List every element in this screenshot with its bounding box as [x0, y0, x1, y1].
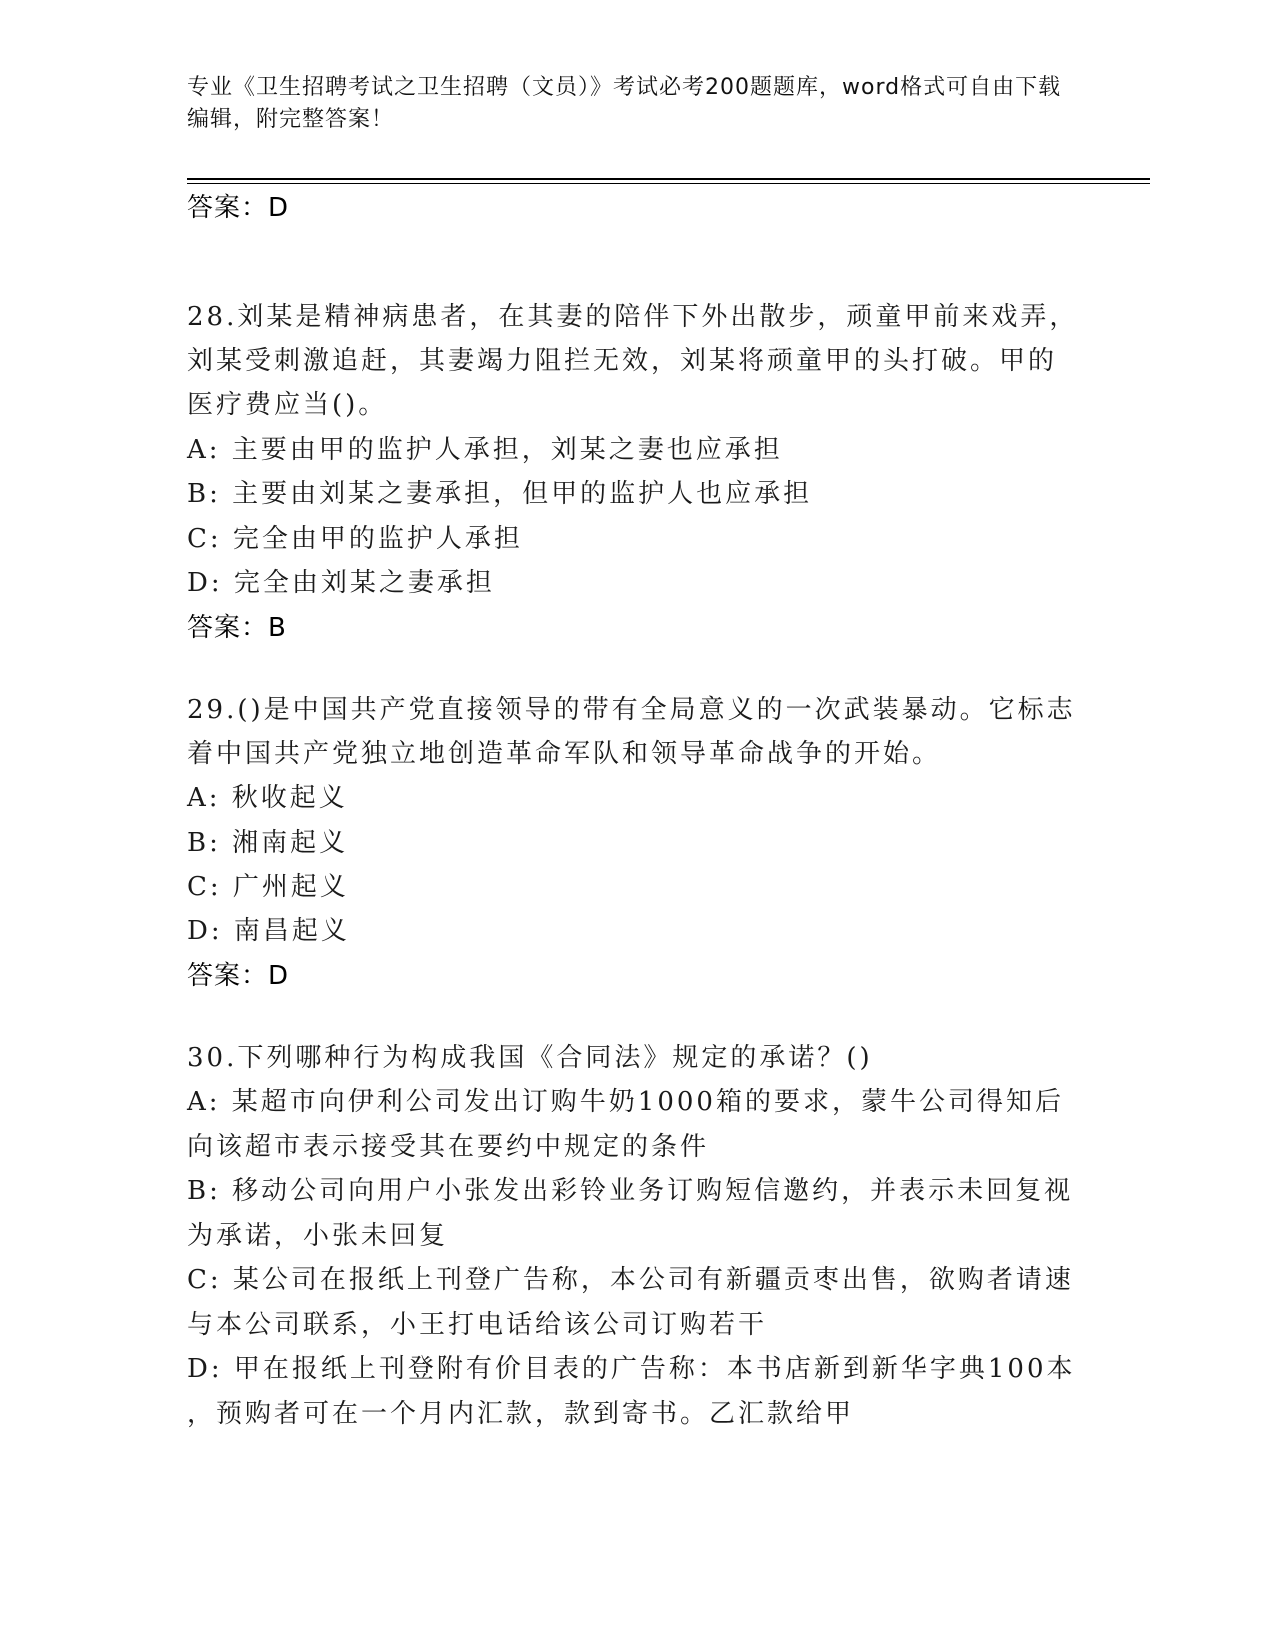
q30-option-c-line2: 与本公司联系，小王打电话给该公司订购若干 [187, 1310, 768, 1340]
q28-option-b: B: 主要由刘某之妻承担，但甲的监护人也应承担 [187, 479, 813, 509]
q28-option-a: A: 主要由甲的监护人承担，刘某之妻也应承担 [187, 435, 783, 465]
q29-option-c: C: 广州起义 [187, 872, 349, 902]
q29-option-d: D: 南昌起义 [187, 916, 350, 946]
q30-option-b-line2: 为承诺，小张未回复 [187, 1221, 449, 1251]
q30-option-d-line1: D: 甲在报纸上刊登附有价目表的广告称：本书店新到新华字典100本 [187, 1354, 1076, 1384]
answer-q27: 答案：D [187, 193, 290, 223]
header-rule-thick [187, 178, 1150, 180]
q30-option-b-line1: B: 移动公司向用户小张发出彩铃业务订购短信邀约，并表示未回复视 [187, 1176, 1074, 1206]
q28-option-d: D: 完全由刘某之妻承担 [187, 568, 495, 598]
answer-q29: 答案：D [187, 961, 290, 991]
header-rule-thin [187, 183, 1150, 184]
answer-q28: 答案：B [187, 613, 287, 643]
q29-option-a: A: 秋收起义 [187, 783, 348, 813]
q30-option-c-line1: C: 某公司在报纸上刊登广告称，本公司有新疆贡枣出售，欲购者请速 [187, 1265, 1074, 1295]
q30-option-a-line2: 向该超市表示接受其在要约中规定的条件 [187, 1132, 710, 1162]
q30-option-a-line1: A: 某超市向伊利公司发出订购牛奶1000箱的要求，蒙牛公司得知后 [187, 1087, 1064, 1117]
q29-stem-line2: 着中国共产党独立地创造革命军队和领导革命战争的开始。 [187, 739, 942, 769]
q28-stem-line3: 医疗费应当()。 [187, 390, 388, 420]
q29-option-b: B: 湘南起义 [187, 828, 349, 858]
q30-stem-line1: 30.下列哪种行为构成我国《合同法》规定的承诺？() [187, 1043, 873, 1073]
q30-option-d-line2: ，预购者可在一个月内汇款，款到寄书。乙汇款给甲 [187, 1399, 855, 1429]
q28-option-c: C: 完全由甲的监护人承担 [187, 524, 523, 554]
q28-stem-line2: 刘某受刺激追赶，其妻竭力阻拦无效，刘某将顽童甲的头打破。甲的 [187, 346, 1058, 376]
document-header: 专业《卫生招聘考试之卫生招聘（文员）》考试必考200题题库，word格式可自由下载编辑，附完整答案！ [187, 75, 1062, 132]
q28-stem-line1: 28.刘某是精神病患者，在其妻的陪伴下外出散步，顽童甲前来戏弄， [187, 302, 1079, 332]
q29-stem-line1: 29.()是中国共产党直接领导的带有全局意义的一次武装暴动。它标志 [187, 695, 1076, 725]
